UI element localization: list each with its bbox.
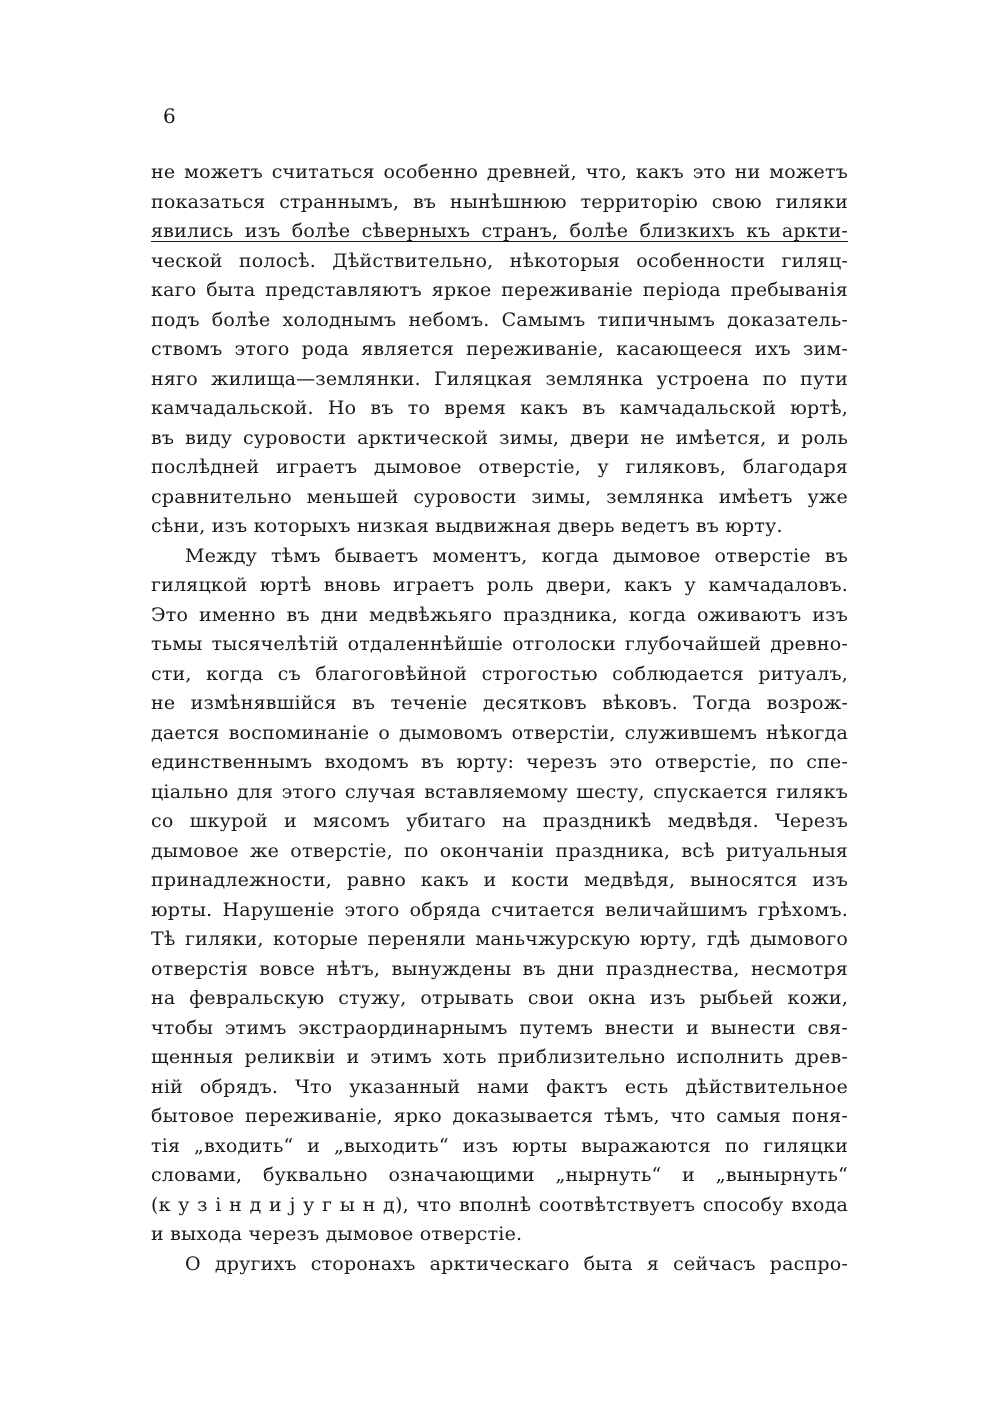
text-line: тія „входить“ и „выходить“ изъ юрты выражаются по гиляцки bbox=[151, 1134, 848, 1157]
text-line: О другихъ сторонахъ арктическаго быта я сейчасъ распро- bbox=[185, 1252, 848, 1275]
text-line: Тѣ гиляки, которые переняли маньчжурскую юрту, гдѣ дымового bbox=[151, 928, 848, 950]
text-line: гиляцкой юртѣ вновь играетъ роль двери, какъ у камчадаловъ. bbox=[151, 574, 848, 596]
text-line: принадлежности, равно какъ и кости медвѣдя, выносятся изъ bbox=[151, 869, 848, 891]
text-line: сти, когда съ благоговѣйной строгостью соблюдается ритуалъ, bbox=[151, 662, 848, 685]
text-line: и выхода черезъ дымовое отверстіе. bbox=[151, 1223, 523, 1245]
text-line: (к у з і н д и ј у г ы н д), что вполнѣ соотвѣтствуетъ способу входа bbox=[151, 1193, 848, 1216]
text-line: отверстія вовсе нѣтъ, вынуждены въ дни празднества, несмотря bbox=[151, 957, 848, 980]
body-text bbox=[151, 158, 848, 1279]
text-line: явились изъ болѣе сѣверныхъ странъ, болѣе близкихъ къ аркти- bbox=[151, 220, 848, 242]
text-line: ній обрядъ. Что указанный нами фактъ есть дѣйствительное bbox=[151, 1075, 848, 1098]
text-line: юрты. Нарушеніе этого обряда считается величайшимъ грѣхомъ. bbox=[151, 898, 848, 921]
text-line: на февральскую стужу, отрывать свои окна изъ рыбьей кожи, bbox=[151, 987, 848, 1009]
text-line: подъ болѣе холоднымъ небомъ. Самымъ типичнымъ доказатель- bbox=[151, 308, 848, 331]
text-line: Между тѣмъ бываетъ моментъ, когда дымовое отверстіе въ bbox=[185, 544, 848, 567]
text-line: чтобы этимъ экстраординарнымъ путемъ внести и вынести свя- bbox=[151, 1016, 848, 1039]
text-line: камчадальской. Но въ то время какъ въ камчадальской юртѣ, bbox=[151, 397, 848, 419]
text-line: ствомъ этого рода является переживаніе, касающееся ихъ зим- bbox=[151, 338, 848, 360]
text-line: ціально для этого случая вставляемому шесту, спускается гилякъ bbox=[151, 780, 848, 803]
text-line: не измѣнявшійся въ теченіе десятковъ вѣковъ. Тогда возрож- bbox=[151, 692, 848, 714]
text-line: словами, буквально означающими „нырнуть“ и „вынырнуть“ bbox=[151, 1164, 848, 1186]
text-line: бытовое переживаніе, ярко доказывается тѣмъ, что самыя поня- bbox=[151, 1105, 848, 1127]
text-line: няго жилища—землянки. Гиляцкая землянка устроена по пути bbox=[151, 367, 848, 390]
text-line: въ виду суровости арктической зимы, двери не имѣется, и роль bbox=[151, 426, 848, 449]
text-line: дымовое же отверстіе, по окончаніи праздника, всѣ ритуальныя bbox=[151, 839, 848, 862]
text-line: ческой полосѣ. Дѣйствительно, нѣкоторыя особенности гиляц- bbox=[151, 249, 848, 272]
text-line: показаться страннымъ, въ нынѣшнюю территорію свою гиляки bbox=[151, 190, 848, 213]
text-line: тьмы тысячелѣтій отдаленнѣйшіе отголоски глубочайшей древно- bbox=[151, 633, 848, 655]
text-line: каго быта представляютъ яркое переживаніе періода пребыванія bbox=[151, 279, 848, 301]
text-line: со шкурой и мясомъ убитаго на праздникѣ медвѣдя. Черезъ bbox=[151, 810, 848, 832]
text-line: единственнымъ входомъ въ юрту: черезъ это отверстіе, по спе- bbox=[151, 751, 848, 773]
text-line: дается воспоминаніе о дымовомъ отверстіи, служившемъ нѣкогда bbox=[151, 721, 848, 744]
text-line: сѣни, изъ которыхъ низкая выдвижная дверь ведетъ въ юрту. bbox=[151, 515, 783, 537]
page-number: 6 bbox=[163, 104, 176, 128]
text-line: послѣдней играетъ дымовое отверстіе, у гиляковъ, благодаря bbox=[151, 456, 848, 478]
text-line: щенныя реликвіи и этимъ хоть приблизительно исполнить древ- bbox=[151, 1046, 848, 1068]
text-line: не можетъ считаться особенно древней, что, какъ это ни можетъ bbox=[151, 161, 848, 183]
text-line: сравнительно меньшей суровости зимы, землянка имѣетъ уже bbox=[151, 485, 848, 508]
text-line: Это именно въ дни медвѣжьяго праздника, когда оживаютъ изъ bbox=[151, 603, 848, 626]
